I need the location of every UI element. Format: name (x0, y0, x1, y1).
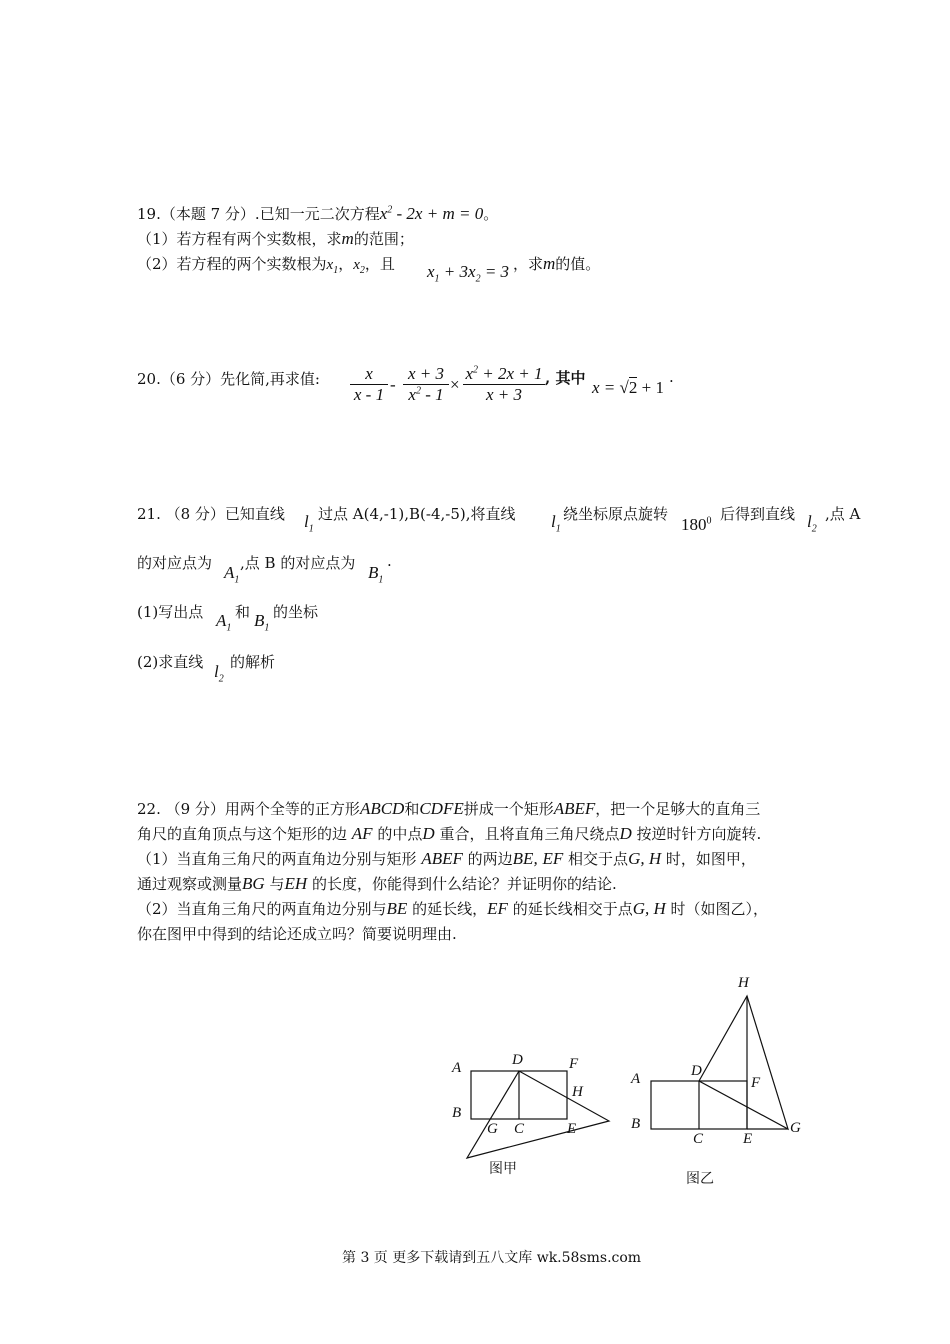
q20-minus: - (390, 375, 396, 394)
fig-jia-set-square (467, 1071, 609, 1158)
q19-part2: （2）若方程的两个实数根为$x_1$，$x_2$，且 (137, 255, 395, 276)
q21-A1: $A_1$ (224, 563, 240, 586)
fig-yi-label-E: E (743, 1131, 753, 1147)
fig-jia-label-A: A (452, 1060, 462, 1076)
q21-part2-b: 的解析 (230, 653, 276, 671)
fig-jia-label-G: G (487, 1121, 498, 1137)
q21-part1-A1: $A_1$ (216, 611, 232, 634)
q21-line2-c: . (387, 552, 392, 570)
q21-angle: $180^0$ (681, 515, 712, 534)
q20-times: × (450, 375, 460, 394)
q19-condition: $x_1 + 3x_2 = 3$ (427, 262, 510, 285)
q20-fraction-1: $\frac{x}{x - 1}$ (350, 364, 388, 405)
page-footer: 第 3 页 更多下载请到五八文库 wk.58sms.com (342, 1250, 642, 1266)
fig-yi-label-A: A (631, 1071, 641, 1087)
q21-l1b: $l_1$ (551, 512, 561, 535)
q20-x-value: x = √2 + 1 (592, 378, 664, 397)
q20-fraction-2: $\frac{x + 3}{x^2 - 1}$ (403, 364, 449, 405)
q21-part2-l2: $l_2$ (214, 662, 224, 685)
q22-line-5: （2）当直角三角尺的两直角边分别与BE 的延长线，EF 的延长线相交于点G, H 时（如图乙）， (137, 899, 769, 918)
q21-stem-2: 过点 A(4,-1),B(-4,-5),将直线 (318, 505, 516, 523)
fig-yi-label-D: D (691, 1063, 702, 1079)
fig-yi-label-G: G (790, 1120, 801, 1136)
q20-dot: . (669, 368, 674, 386)
q19-eq: $x^2 - 2x + m = 0$ (379, 204, 484, 223)
q21-l2: $l_2$ (807, 512, 817, 535)
q20-fraction-3: $\frac{x^2 + 2x + 1}{x + 3}$ (463, 364, 545, 405)
q22-line-2: 角尺的直角顶点与这个矩形的边 AF 的中点D 重合，且将直角三角尺绕点D 按逆时针方向旋转. (137, 824, 762, 843)
fig-yi-set-square (699, 996, 788, 1129)
fig-jia-label-H: H (572, 1084, 583, 1100)
fig-jia-label-C: C (514, 1121, 525, 1137)
fig-yi-caption: 图乙 (686, 1171, 714, 1187)
q21-part1-B1: $B_1$ (254, 611, 270, 634)
q19-part1: （1）若方程有两个实数根，求m的范围； (137, 229, 414, 248)
q20-where: , 其中 (545, 369, 586, 387)
fig-yi-label-F: F (751, 1075, 761, 1091)
q22-line-6: 你在图甲中得到的结论还成立吗？简要说明理由. (137, 925, 457, 943)
q21-part2-a: (2)求直线 (137, 653, 204, 671)
fig-jia-label-E: E (567, 1121, 577, 1137)
fig-yi-label-B: B (631, 1116, 641, 1132)
fig-yi-label-H: H (738, 975, 749, 991)
fig-jia-label-B: B (452, 1105, 462, 1121)
q21-stem-3: 绕坐标原点旋转 (563, 505, 669, 523)
q21-B1: $B_1$ (368, 563, 384, 586)
q21-stem-5: ,点 A (825, 505, 861, 523)
q19-part2-end: ，求m的值。 (513, 254, 601, 273)
q21-line2-b: ,点 B 的对应点为 (240, 554, 356, 572)
q22-line-3: （1）当直角三角尺的两直角边分别与矩形 ABEF 的两边BE, EF 相交于点G, H 时，如图甲， (137, 849, 756, 868)
q22-line-1: 22. （9 分）用两个全等的正方形ABCD和CDFE拼成一个矩形ABEF，把一个足够大的直角三 (137, 799, 761, 818)
q21-part1-a: (1)写出点 (137, 603, 204, 621)
q20-stem: 20.（6 分）先化简,再求值: (137, 370, 320, 388)
q21-part1-b: 的坐标 (273, 603, 319, 621)
q21-part1-and: 和 (235, 603, 251, 621)
q21-line2-a: 的对应点为 (137, 554, 213, 572)
q22-line-4: 通过观察或测量BG 与EH 的长度，你能得到什么结论？并证明你的结论. (137, 874, 617, 893)
fig-yi-label-C: C (693, 1131, 704, 1147)
q19-stem: 19.（本题 7 分）.已知一元二次方程$x^2 - 2x + m = 0$。 (137, 204, 499, 223)
fig-jia-label-F: F (569, 1056, 579, 1072)
q21-stem-4: 后得到直线 (720, 505, 796, 523)
q21-stem-1: 21. （8 分）已知直线 (137, 505, 285, 523)
fig-jia-label-D: D (512, 1052, 523, 1068)
q21-l1: $l_1$ (304, 512, 314, 535)
fig-jia-caption: 图甲 (489, 1161, 517, 1177)
